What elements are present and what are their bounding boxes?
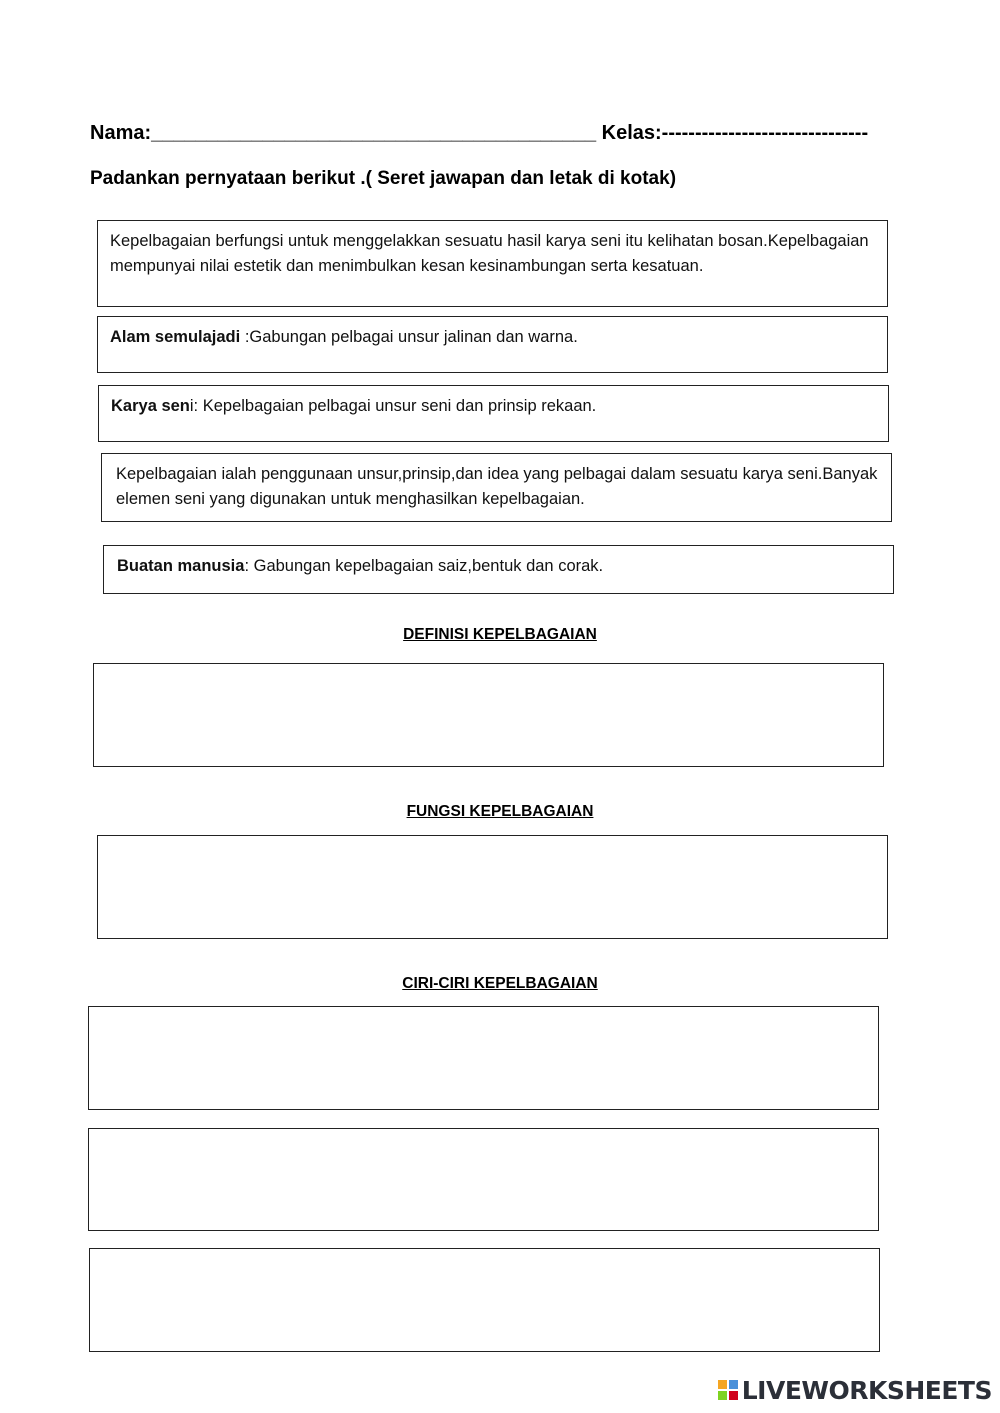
- liveworksheets-logo: [718, 1375, 992, 1405]
- class-blank: -------------------------------: [661, 122, 869, 144]
- card-text: Kepelbagaian berfungsi untuk menggelakkan sesuatu hasil karya seni itu kelihatan bosan.Kepelbagaian mempunyai nilai estetik dan menimbulkan kesan kesinambungan serta kesatuan.: [110, 232, 869, 275]
- instruction: Padankan pernyataan berikut .( Seret jawapan dan letak di kotak): [90, 168, 677, 189]
- card-bold-text: Karya sen: [111, 397, 190, 415]
- answer-card-buatan-manusia[interactable]: [103, 545, 894, 594]
- class-label: Kelas:: [601, 122, 662, 144]
- answer-card-fungsi[interactable]: [97, 220, 888, 307]
- drop-zone-ciri-2[interactable]: [88, 1128, 879, 1231]
- drop-zone-ciri-1[interactable]: [88, 1006, 879, 1110]
- drop-zone-fungsi[interactable]: [97, 835, 888, 939]
- definisi-heading: DEFINISI KEPELBAGAIAN: [403, 626, 597, 643]
- card-text: : Gabungan kepelbagaian saiz,bentuk dan corak.: [244, 557, 604, 575]
- name-class-line: [90, 122, 920, 145]
- drop-zone-ciri-3[interactable]: [89, 1248, 880, 1352]
- name-label: Nama:: [90, 122, 152, 144]
- answer-card-definisi[interactable]: [101, 453, 892, 522]
- card-bold-text: Alam semulajadi: [110, 328, 241, 346]
- answer-card-alam-semulajadi[interactable]: [97, 316, 888, 373]
- logo-blocks-icon: [718, 1380, 738, 1400]
- logo-text: LIVEWORKSHEETS: [741, 1375, 992, 1405]
- card-text: Kepelbagaian ialah penggunaan unsur,prinsip,dan idea yang pelbagai dalam sesuatu karya seni.Banyak elemen seni yang digunakan untuk menghasilkan kepelbagaian.: [116, 465, 878, 508]
- name-blank: ________________________________________: [151, 122, 597, 144]
- card-text: i: Kepelbagaian pelbagai unsur seni dan prinsip rekaan.: [189, 397, 597, 415]
- drop-zone-definisi[interactable]: [93, 663, 884, 767]
- fungsi-heading: FUNGSI KEPELBAGAIAN: [406, 803, 594, 820]
- ciri-heading: CIRI-CIRI KEPELBAGAIAN: [402, 975, 598, 992]
- card-bold-text: Buatan manusia: [117, 557, 245, 575]
- card-text: :Gabungan pelbagai unsur jalinan dan warna.: [240, 328, 578, 346]
- answer-card-karya-seni[interactable]: [98, 385, 889, 442]
